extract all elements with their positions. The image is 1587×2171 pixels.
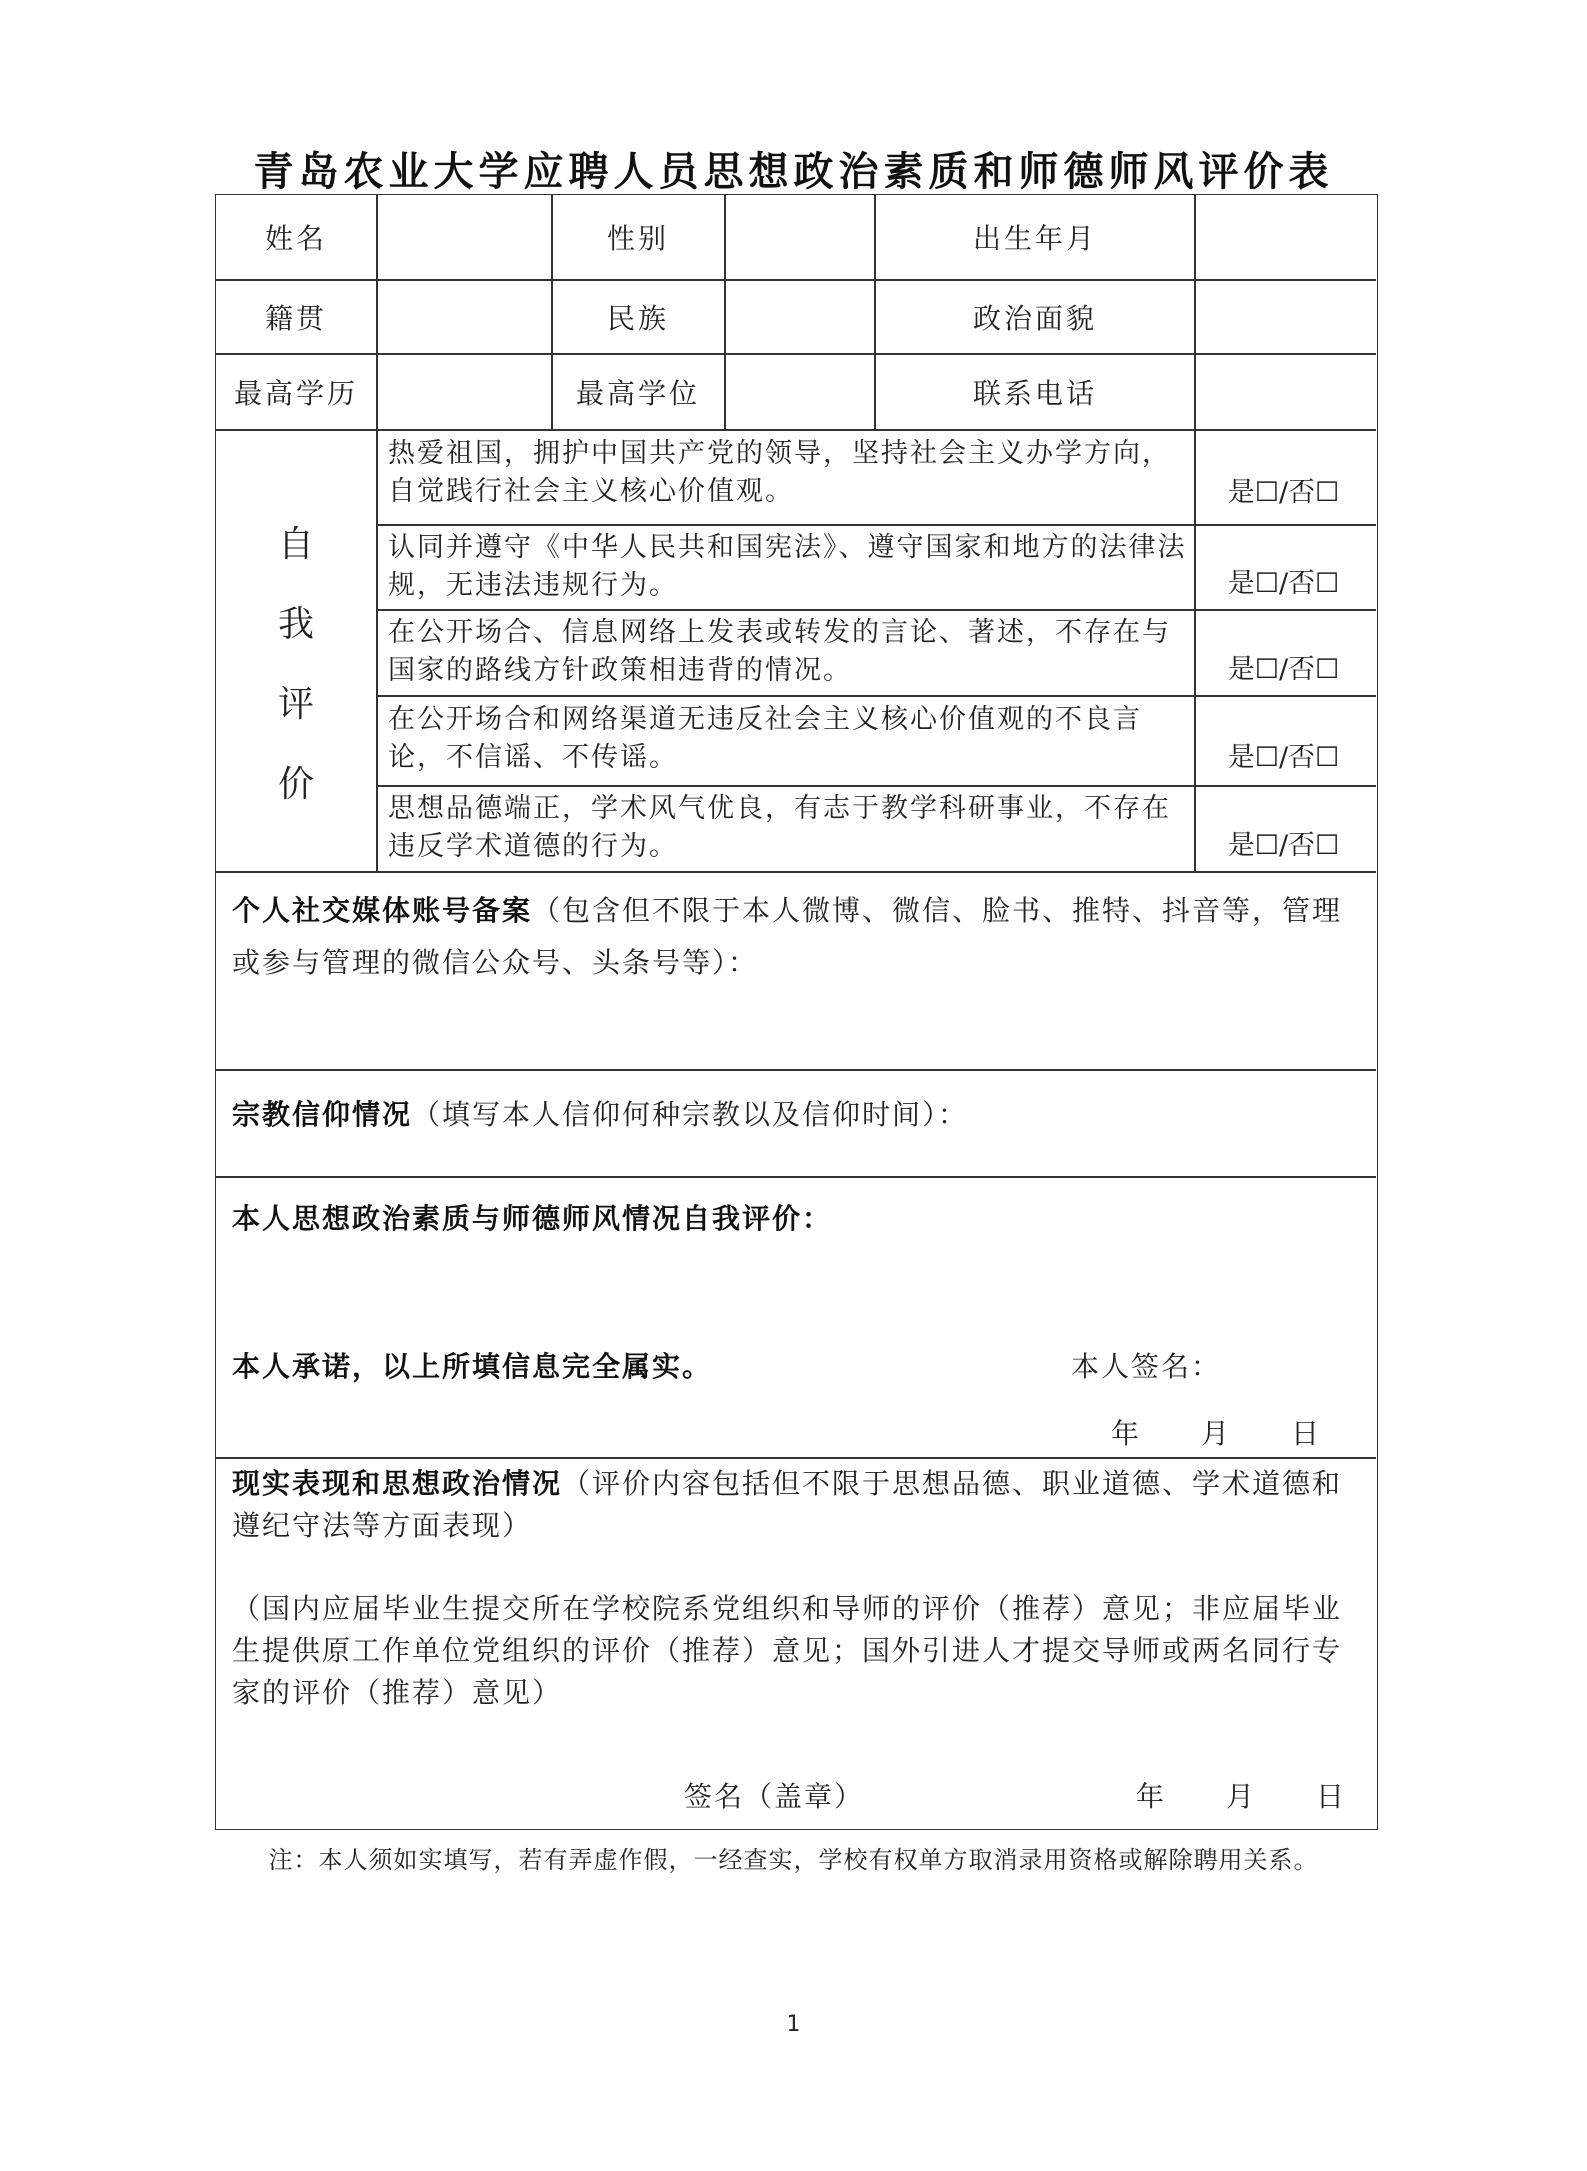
native-place-label: 籍贯 — [264, 301, 327, 335]
promise-text: 本人承诺，以上所填信息完全属实。 — [232, 1350, 713, 1383]
form-title: 青岛农业大学应聘人员思想政治素质和师德师风评价表 — [253, 148, 1334, 195]
actual-performance-instruction: （国内应届毕业生提交所在学校院系党组织和导师的评价（推荐）意见；非应届毕业生提供原工作单位党组织的评价（推荐）意见；国外引进人才提交导师或两名同行专家的评价（推荐）意见） — [232, 1592, 1343, 1709]
criterion-text: 热爱祖国，拥护中国共产党的领导，坚持社会主义办学方向，自觉践行社会主义核心价值观。 — [388, 438, 1171, 507]
actual-performance-heading: 现实表现和思想政治情况 — [232, 1467, 563, 1500]
social-media-detail: （包含但不限于本人微博、微信、脸书、推特、抖音等，管理或参与管理的微信公众号、头条号等）： — [232, 894, 1343, 979]
self-evaluation-char: 自 — [277, 524, 314, 565]
signature-label[interactable]: 本人签名： — [1071, 1350, 1222, 1383]
religion-heading: 宗教信仰情况 — [232, 1098, 413, 1131]
criterion-choice[interactable]: 是☐/否☐ — [1227, 477, 1340, 508]
signature-date[interactable]: 年 月 日 — [1111, 1417, 1322, 1450]
criterion-text: 认同并遵守《中华人民共和国宪法》、遵守国家和地方的法律法规，无违法违规行为。 — [388, 532, 1187, 601]
gender-field[interactable] — [726, 195, 874, 279]
degree-field[interactable] — [726, 354, 874, 429]
criterion-choice[interactable]: 是☐/否☐ — [1227, 830, 1340, 861]
criterion-text: 在公开场合、信息网络上发表或转发的言论、著述，不存在与国家的路线方针政策相违背的情况。 — [388, 617, 1171, 686]
self-assessment-heading: 本人思想政治素质与师德师风情况自我评价： — [232, 1202, 833, 1235]
criterion-choice[interactable]: 是☐/否☐ — [1227, 654, 1340, 685]
phone-label: 联系电话 — [972, 376, 1097, 410]
degree-label: 最高学位 — [575, 376, 700, 410]
page-number: 1 — [786, 2012, 801, 2037]
ethnicity-field[interactable] — [726, 280, 874, 353]
self-evaluation-char: 价 — [277, 764, 314, 805]
name-label: 姓名 — [264, 222, 327, 255]
criterion-choice[interactable]: 是☐/否☐ — [1227, 568, 1340, 599]
criterion-choice[interactable]: 是☐/否☐ — [1227, 742, 1340, 773]
seal-signature-label[interactable]: 签名（盖章） — [684, 1780, 865, 1813]
social-media-section[interactable] — [232, 885, 1362, 989]
education-field[interactable] — [378, 354, 551, 429]
criterion-text: 思想品德端正，学术风气优良，有志于教学科研事业，不存在违反学术道德的行为。 — [388, 793, 1171, 862]
birth-label: 出生年月 — [972, 222, 1097, 255]
self-evaluation-label — [216, 505, 376, 825]
criterion-text: 在公开场合和网络渠道无违反社会主义核心价值观的不良言论，不信谣、不传谣。 — [388, 704, 1142, 773]
religion-section[interactable] — [232, 1089, 1362, 1141]
seal-signature-date[interactable]: 年 月 日 — [1136, 1780, 1347, 1813]
education-label: 最高学历 — [233, 376, 358, 410]
actual-performance-detail: （评价内容包括但不限于思想品德、职业道德、学术道德和遵纪守法等方面表现） — [232, 1467, 1343, 1542]
ethnicity-label: 民族 — [606, 301, 669, 335]
evaluation-form-table — [215, 194, 1378, 1830]
political-status-field[interactable] — [1196, 280, 1374, 353]
native-place-field[interactable] — [378, 280, 551, 353]
political-status-label: 政治面貌 — [972, 301, 1097, 335]
footnote: 注：本人须如实填写，若有弄虚作假，一经查实，学校有权单方取消录用资格或解除聘用关系。 — [268, 1846, 1319, 1874]
social-media-heading: 个人社交媒体账号备案 — [232, 894, 533, 927]
self-evaluation-char: 我 — [277, 604, 314, 645]
name-field[interactable] — [378, 195, 551, 279]
religion-detail: （填写本人信仰何种宗教以及信仰时间）： — [412, 1098, 969, 1131]
actual-performance-section — [232, 1463, 1362, 1547]
birth-field[interactable] — [1196, 195, 1374, 279]
self-evaluation-char: 评 — [277, 684, 314, 725]
phone-field[interactable] — [1196, 354, 1374, 429]
gender-label: 性别 — [606, 222, 669, 255]
